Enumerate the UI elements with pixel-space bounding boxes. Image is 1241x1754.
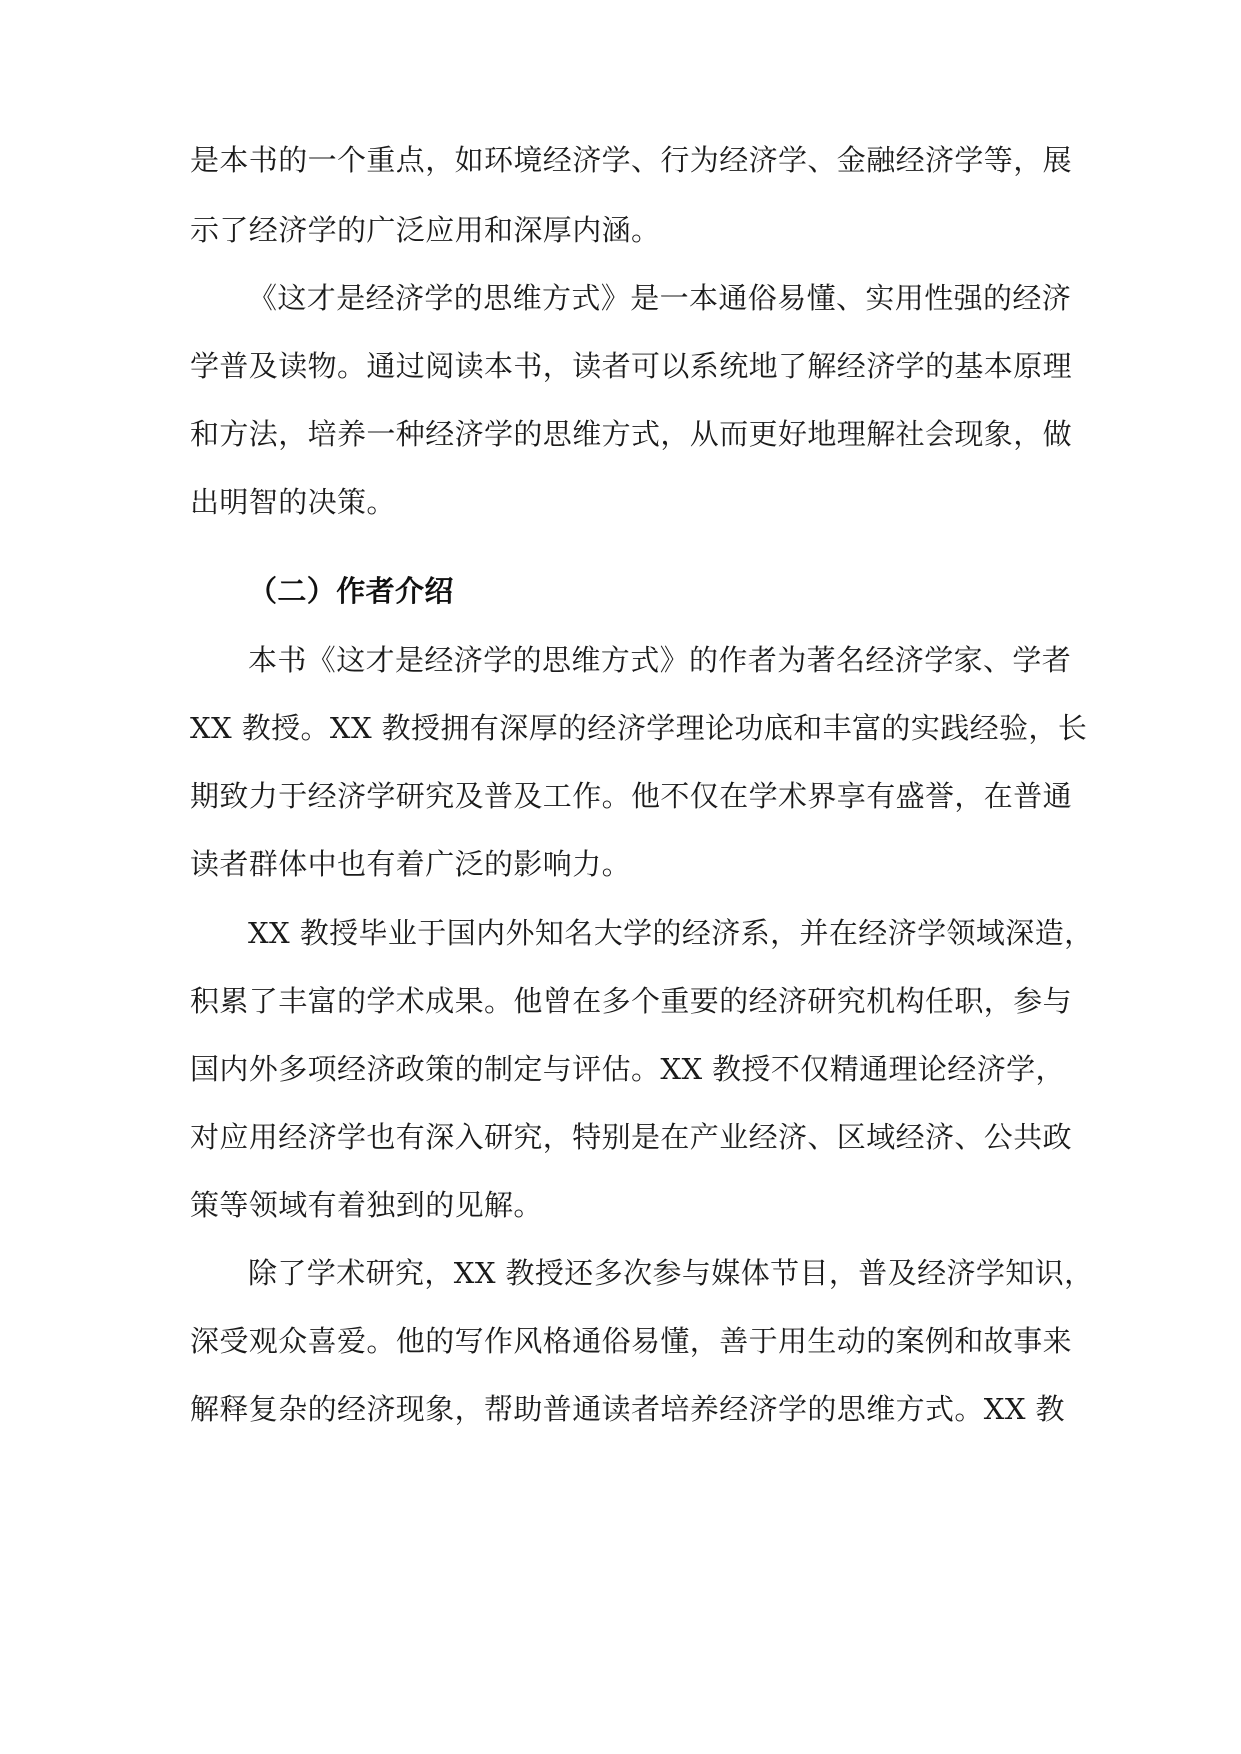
- body-text-line: 对应用经济学也有深入研究，特别是在产业经济、区域经济、公共政: [190, 1120, 1073, 1154]
- body-text-line: 解释复杂的经济现象，帮助普通读者培养经济学的思维方式。XX 教: [190, 1392, 1065, 1426]
- body-text-line: 是本书的一个重点，如环境经济学、行为经济学、金融经济学等，展: [190, 143, 1073, 177]
- body-text-line: 学普及读物。通过阅读本书，读者可以系统地了解经济学的基本原理: [190, 349, 1073, 383]
- body-text-line: 积累了丰富的学术成果。他曾在多个重要的经济研究机构任职，参与: [190, 984, 1073, 1018]
- paragraph-first-line: 《这才是经济学的思维方式》是一本通俗易懂、实用性强的经济: [248, 281, 1072, 315]
- body-text-line: 策等领域有着独到的见解。: [190, 1188, 543, 1222]
- body-text-line: 读者群体中也有着广泛的影响力。: [190, 847, 632, 881]
- body-text-line: 期致力于经济学研究及普及工作。他不仅在学术界享有盛誉，在普通: [190, 779, 1073, 813]
- body-text-line: XX 教授。XX 教授拥有深厚的经济学理论功底和丰富的实践经验，长: [190, 711, 1088, 745]
- body-text-line: 示了经济学的广泛应用和深厚内涵。: [190, 213, 661, 247]
- body-text-line: 国内外多项经济政策的制定与评估。XX 教授不仅精通理论经济学，: [190, 1052, 1065, 1086]
- body-text-line: 和方法，培养一种经济学的思维方式，从而更好地理解社会现象，做: [190, 417, 1073, 451]
- paragraph-first-line: XX 教授毕业于国内外知名大学的经济系，并在经济学领域深造，: [248, 916, 1094, 950]
- paragraph-first-line: 本书《这才是经济学的思维方式》的作者为著名经济学家、学者: [248, 643, 1072, 677]
- paragraph-first-line: 除了学术研究，XX 教授还多次参与媒体节目，普及经济学知识，: [248, 1256, 1094, 1290]
- body-text-line: 深受观众喜爱。他的写作风格通俗易懂，善于用生动的案例和故事来: [190, 1324, 1073, 1358]
- section-heading: （二）作者介绍: [248, 574, 454, 608]
- body-text-line: 出明智的决策。: [190, 485, 396, 519]
